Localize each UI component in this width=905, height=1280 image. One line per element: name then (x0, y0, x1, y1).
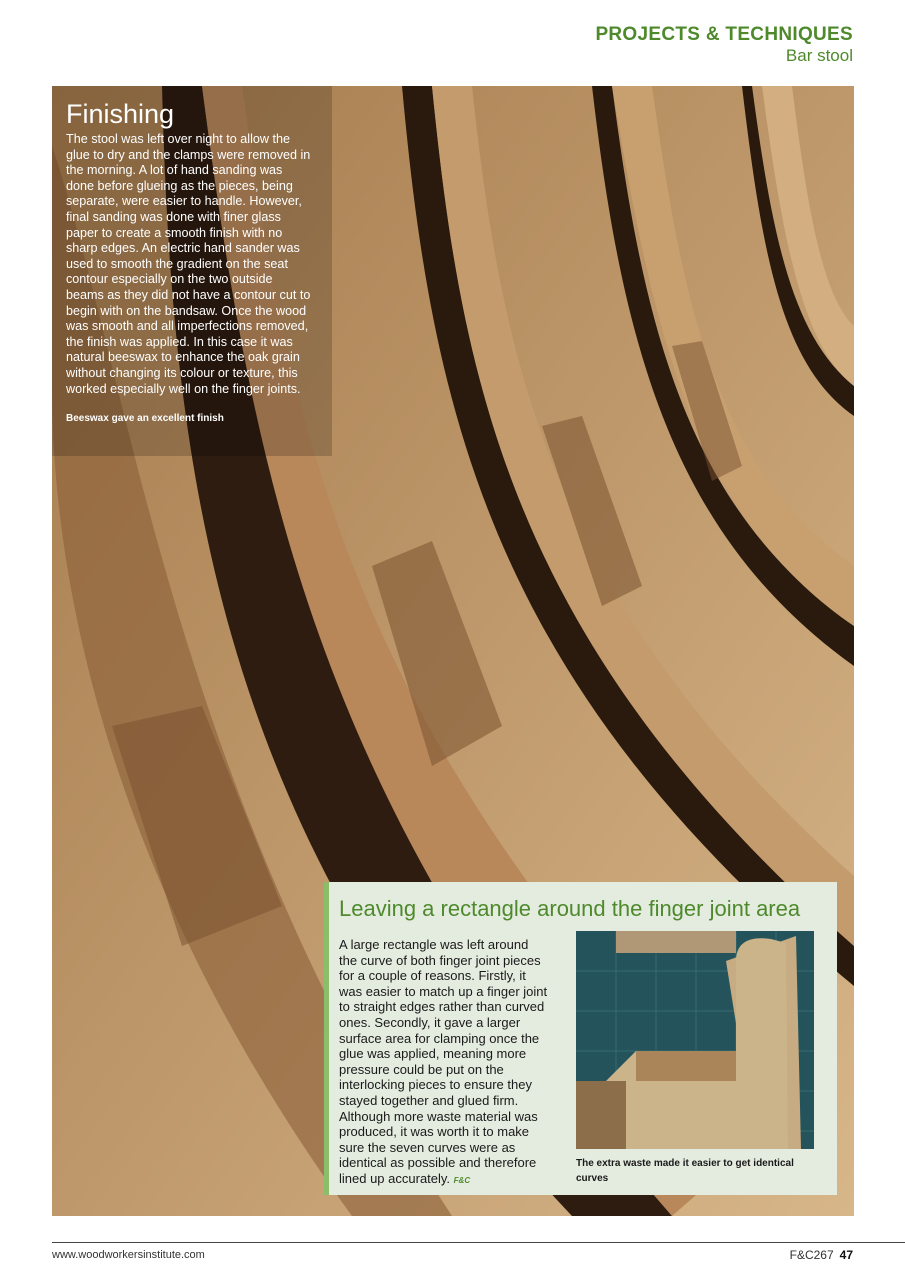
footer-rule (52, 1242, 905, 1243)
page-header (595, 24, 853, 66)
template-illustration (576, 931, 814, 1149)
end-mark: F&C (453, 1175, 471, 1185)
sidebar-body (339, 937, 549, 1189)
finishing-section (66, 98, 311, 425)
footer-url: www.woodworkersinstitute.com (52, 1249, 205, 1261)
footer-issue-page (790, 1248, 853, 1262)
sidebar-heading: Leaving a rectangle around the finger joint area (339, 896, 801, 921)
issue-number: F&C267 (789, 1248, 834, 1262)
inset-photo-template-on-cutting-mat (576, 931, 814, 1149)
page-number: 47 (839, 1248, 853, 1262)
article-subtitle: Bar stool (785, 46, 853, 65)
finishing-heading: Finishing (66, 99, 175, 129)
inset-caption: The extra waste made it easier to get identical curves (576, 1158, 794, 1184)
section-title: PROJECTS & TECHNIQUES (595, 24, 853, 45)
sidebar-body-text: A large rectangle was left around the curve of both finger joint pieces for a couple of reasons. Firstly, it was easier to match up a finger joint to straight edges rather than curved ones. Secondly, it gave a larger surface area for clamping once the glue was applied, meaning more pressure could be put on the interlocking pieces to ensure they stayed together and glued firm. Although more waste material was produced, it was worth it to make sure the seven curves were as identical as possible and therefore lined up accurately. (339, 937, 548, 1186)
finishing-caption: Beeswax gave an excellent finish (66, 413, 224, 425)
finishing-body: The stool was left over night to allow the glue to dry and the clamps were removed in the morning. A lot of hand sanding was done before glueing as the pieces, being separate, were easier to handle. However, final sanding was done with finer glass paper to create a smooth finish with no sharp edges. An electric hand sander was used to smooth the gradient on the seat contour especially on the two outside beams as they did not have a contour cut to begin with on the bandsaw. Once the wood was smooth and all imperfections removed, the finish was applied. In this case it was natural beeswax to enhance the oak grain without changing its colour or texture, this worked especially well on the finger joints. (66, 132, 311, 396)
sidebar-box (324, 882, 837, 1195)
